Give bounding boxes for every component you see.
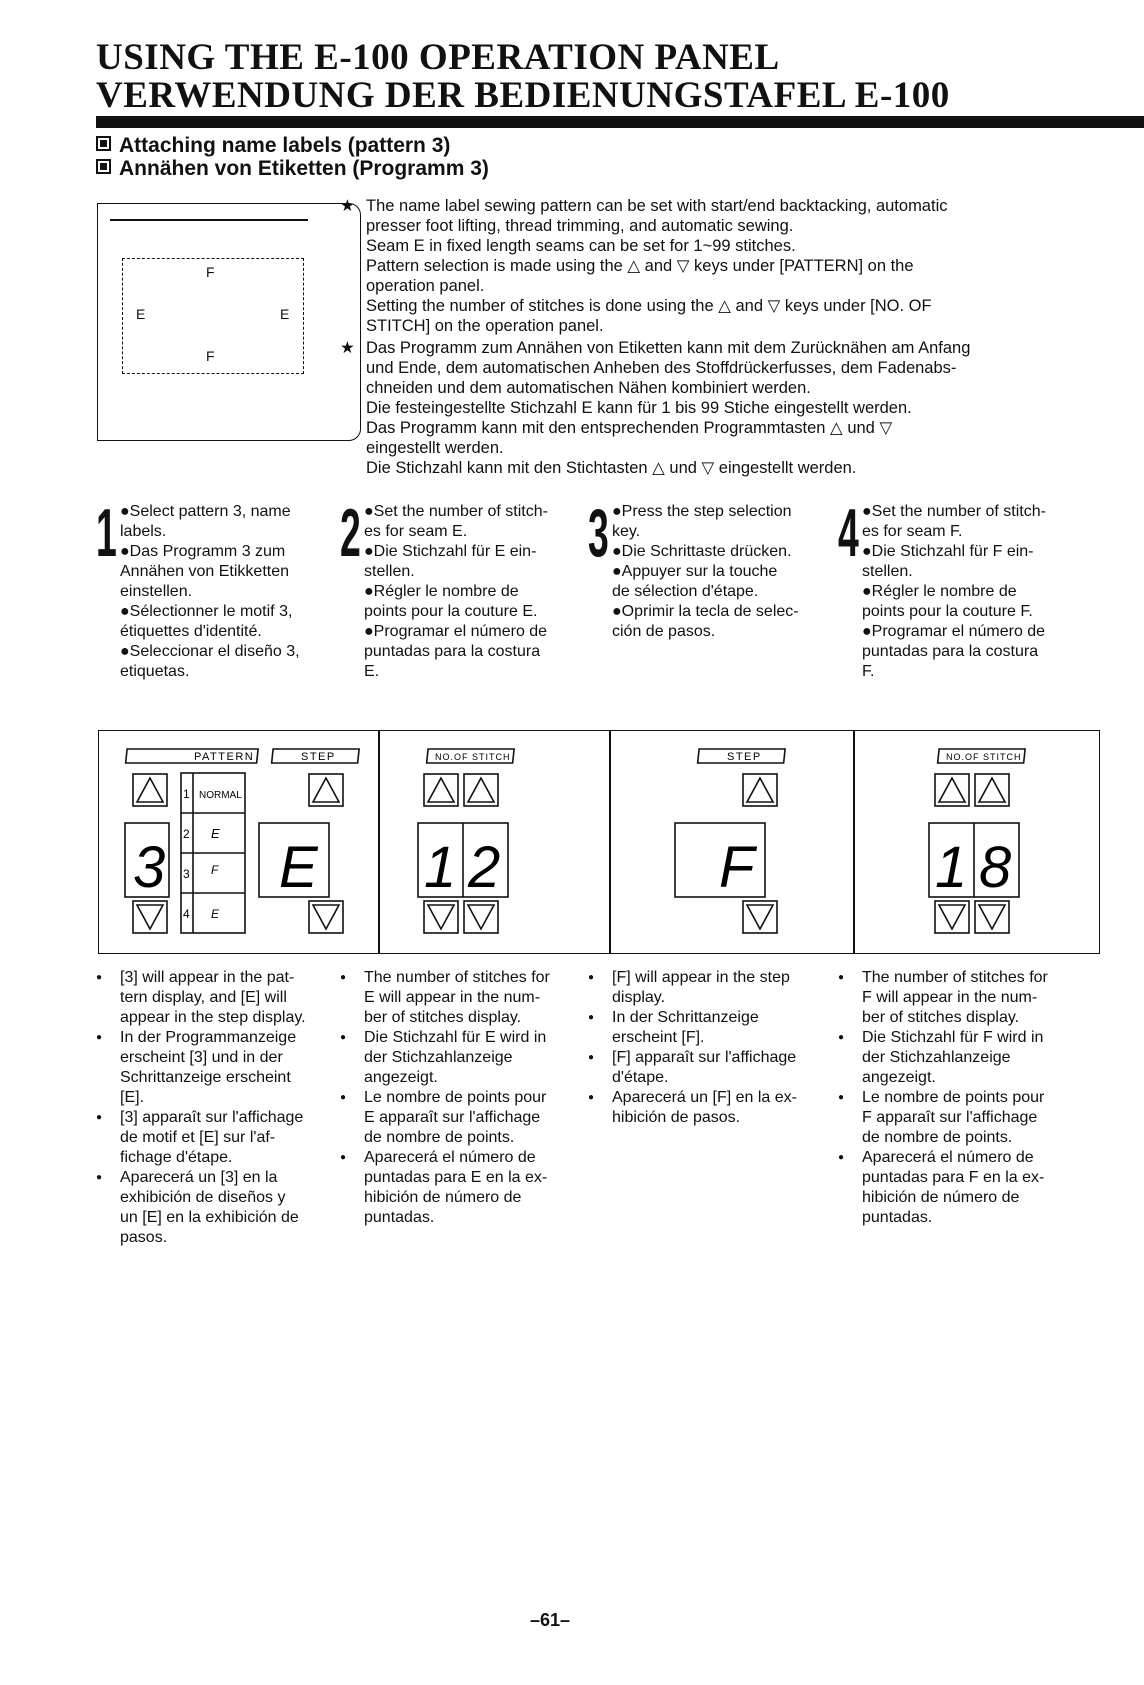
result-line: der Stichzahlanzeige	[862, 1049, 1011, 1066]
step-line: etiquetas.	[120, 663, 190, 680]
notes-en	[340, 196, 1086, 336]
result-line: ber of stitches display.	[364, 1009, 522, 1026]
result-line: exhibición de diseños y	[120, 1189, 286, 1206]
list-num-3: 3	[183, 867, 190, 881]
section-heading-en	[96, 134, 450, 158]
diagram-label-bottom: F	[206, 348, 215, 364]
result-line: ● Aparecerá un [3] en la	[120, 1169, 278, 1186]
results-column-4	[838, 968, 1084, 1228]
result-line: ● The number of stitches for	[364, 969, 550, 986]
nostitch-key-label-4: NO.OF STITCH	[946, 752, 1022, 762]
stitch-digit-tens-4: 1	[935, 835, 968, 900]
list-e-label-2: E	[211, 907, 220, 921]
results-column-2	[340, 968, 586, 1228]
result-line: angezeigt.	[862, 1069, 936, 1086]
note-line: Das Programm zum Annähen von Etiketten kann mit dem Zurücknähen am Anfang	[366, 339, 971, 357]
result-line: E apparaît sur l'affichage	[364, 1109, 541, 1126]
operation-panel-diagrams	[98, 730, 1100, 954]
note-line: Setting the number of stitches is done using the △ and ▽ keys under [NO. OF	[366, 297, 932, 315]
result-line: ● [3] apparaît sur l'affichage	[120, 1109, 304, 1126]
result-line: F will appear in the num-	[862, 989, 1038, 1006]
diagram-label-right: E	[280, 306, 290, 322]
note-line: Pattern selection is made using the △ and ▽ keys under [PATTERN] on the	[366, 257, 914, 275]
pattern-key-label: PATTERN	[194, 751, 255, 763]
section-heading-de-text: Annähen von Etiketten (Programm 3)	[119, 157, 489, 180]
step-key-label: STEP	[301, 751, 336, 763]
result-bullet	[838, 1088, 1084, 1148]
result-line: pasos.	[120, 1229, 168, 1246]
result-bullet	[96, 1028, 342, 1108]
square-bullet-icon	[96, 136, 111, 151]
note-line: Seam E in fixed length seams can be set for 1~99 stitches.	[366, 237, 796, 255]
result-bullet	[838, 1148, 1084, 1228]
notes-de	[340, 338, 1086, 478]
note-line: eingestellt werden.	[366, 439, 504, 457]
result-line: erscheint [F].	[612, 1029, 705, 1046]
result-line: un [E] en la exhibición de	[120, 1209, 299, 1226]
step-display-digit-f: F	[719, 835, 755, 900]
step-line: es for seam E.	[364, 523, 468, 540]
result-line: angezeigt.	[364, 1069, 438, 1086]
diagram-label-left: E	[136, 306, 146, 322]
result-line: ● In der Programmanzeige	[120, 1029, 297, 1046]
result-line: de nombre de points.	[364, 1129, 515, 1146]
result-line: E will appear in the num-	[364, 989, 541, 1006]
panel-1	[99, 731, 378, 953]
pattern-display-digit: 3	[133, 835, 166, 900]
step-display-digit: E	[279, 835, 318, 900]
note-line: The name label sewing pattern can be set with start/end backtacking, automatic	[366, 197, 948, 215]
result-line: F apparaît sur l'affichage	[862, 1109, 1038, 1126]
step-2-number: 2	[340, 495, 361, 571]
section-heading-en-text: Attaching name labels (pattern 3)	[119, 134, 451, 157]
stitch-digit-ones: 2	[468, 835, 501, 900]
result-line: ● Die Stichzahl für E wird in	[364, 1029, 547, 1046]
result-line: puntadas.	[862, 1209, 933, 1226]
step-line: stellen.	[862, 563, 913, 580]
step-line: einstellen.	[120, 583, 193, 600]
star-icon: ★	[340, 197, 355, 215]
result-line: ● Die Stichzahl für F wird in	[862, 1029, 1044, 1046]
result-bullet	[340, 1148, 586, 1228]
step-line: ●Régler le nombre de	[862, 583, 1017, 600]
step-line: points pour la couture E.	[364, 603, 538, 620]
step-2-text	[364, 502, 594, 682]
result-bullet	[96, 1168, 342, 1248]
result-line: de nombre de points.	[862, 1129, 1013, 1146]
step-3-number: 3	[588, 495, 609, 571]
result-line: fichage d'étape.	[120, 1149, 233, 1166]
result-line: erscheint [3] und in der	[120, 1049, 283, 1066]
result-line: ● [F] apparaît sur l'affichage	[612, 1049, 797, 1066]
result-line: ● [3] will appear in the pat-	[120, 969, 295, 986]
label-diagram	[97, 203, 361, 441]
step-line: ●Oprimir la tecla de selec-	[612, 603, 799, 620]
result-line: hibición de número de	[364, 1189, 522, 1206]
step-line: ●Die Stichzahl für E ein-	[364, 543, 537, 560]
step-line: puntadas para la costura	[364, 643, 541, 660]
list-num-4: 4	[183, 907, 190, 921]
step-key-label-3: STEP	[727, 751, 762, 763]
result-bullet	[838, 968, 1084, 1028]
result-bullet	[96, 1108, 342, 1168]
step-line: de sélection d'étape.	[612, 583, 759, 600]
stitch-digit-ones-4: 8	[979, 835, 1012, 900]
step-line: ●Régler le nombre de	[364, 583, 519, 600]
list-f-label: F	[211, 863, 219, 877]
result-line: hibición de número de	[862, 1189, 1020, 1206]
diagram-line	[110, 219, 308, 221]
title-rule	[96, 116, 1144, 128]
result-line: Schrittanzeige erscheint	[120, 1069, 291, 1086]
results-column-3	[588, 968, 834, 1128]
page-title-de: VERWENDUNG DER BEDIENUNGSTAFEL E-100	[96, 75, 950, 116]
result-line: d'étape.	[612, 1069, 669, 1086]
step-line: stellen.	[364, 563, 415, 580]
page-number: –61–	[530, 1610, 571, 1630]
result-bullet	[340, 1028, 586, 1088]
step-1-number: 1	[96, 495, 117, 571]
result-bullet	[340, 1088, 586, 1148]
list-num-1: 1	[183, 787, 190, 801]
step-line: key.	[612, 523, 641, 540]
result-line: appear in the step display.	[120, 1009, 306, 1026]
step-line: ●Sélectionner le motif 3,	[120, 603, 293, 620]
result-line: hibición de pasos.	[612, 1109, 741, 1126]
result-line: puntadas para E en la ex-	[364, 1169, 548, 1186]
step-line: ●Press the step selection	[612, 503, 792, 520]
result-line: ● In der Schrittanzeige	[612, 1009, 759, 1026]
panel-3	[611, 731, 853, 953]
step-line: ●Die Schrittaste drücken.	[612, 543, 792, 560]
result-bullet	[588, 1008, 834, 1048]
normal-label: NORMAL	[199, 790, 242, 801]
step-line: Annähen von Etikketten	[120, 563, 290, 580]
note-line: Die festeingestellte Stichzahl E kann für 1 bis 99 Stiche eingestellt werden.	[366, 399, 912, 417]
step-line: ●Set the number of stitch-	[364, 503, 548, 520]
step-line: ●Set the number of stitch-	[862, 503, 1046, 520]
step-3-text	[612, 502, 842, 642]
stitch-digit-tens: 1	[424, 835, 457, 900]
step-line: ción de pasos.	[612, 623, 716, 640]
square-bullet-icon	[96, 159, 111, 174]
result-line: der Stichzahlanzeige	[364, 1049, 513, 1066]
result-bullet	[340, 968, 586, 1028]
result-bullet	[96, 968, 342, 1028]
result-bullet	[838, 1028, 1084, 1088]
step-line: labels.	[120, 523, 167, 540]
panel-4	[855, 731, 1099, 953]
result-bullet	[588, 1048, 834, 1088]
result-line: puntadas.	[364, 1209, 435, 1226]
result-line: puntadas para F en la ex-	[862, 1169, 1045, 1186]
step-4-number: 4	[838, 495, 859, 571]
step-line: ●Programar el número de	[862, 623, 1046, 640]
step-line: ●Das Programm 3 zum	[120, 543, 286, 560]
result-line: ● Aparecerá un [F] en la ex-	[612, 1089, 797, 1106]
note-line: presser foot lifting, thread trimming, and automatic sewing.	[366, 217, 794, 235]
list-num-2: 2	[183, 827, 190, 841]
result-bullet	[588, 968, 834, 1008]
note-line: Das Programm kann mit den entsprechenden Programmtasten △ und ▽	[366, 419, 893, 437]
result-line: ● The number of stitches for	[862, 969, 1048, 986]
step-line: E.	[364, 663, 380, 680]
step-line: ●Die Stichzahl für F ein-	[862, 543, 1034, 560]
result-bullet	[588, 1088, 834, 1128]
result-line: ● Le nombre de points pour	[364, 1089, 547, 1106]
step-4-text	[862, 502, 1092, 682]
note-line: chneiden und dem automatischen Nähen kombiniert werden.	[366, 379, 811, 397]
step-line: ●Select pattern 3, name	[120, 503, 291, 520]
result-line: ● Le nombre de points pour	[862, 1089, 1045, 1106]
result-line: [E].	[120, 1089, 145, 1106]
nostitch-key-label: NO.OF STITCH	[435, 752, 511, 762]
step-line: puntadas para la costura	[862, 643, 1039, 660]
diagram-label-top: F	[206, 264, 215, 280]
result-line: ● [F] will appear in the step	[612, 969, 790, 986]
step-line: es for seam F.	[862, 523, 963, 540]
result-line: tern display, and [E] will	[120, 989, 287, 1006]
result-line: display.	[612, 989, 666, 1006]
result-line: ber of stitches display.	[862, 1009, 1020, 1026]
step-line: points pour la couture F.	[862, 603, 1033, 620]
step-1-text	[120, 502, 350, 682]
result-line: ● Aparecerá el número de	[862, 1149, 1034, 1166]
note-line: Die Stichzahl kann mit den Stichtasten △ und ▽ eingestellt werden.	[366, 459, 857, 477]
step-line: ●Seleccionar el diseño 3,	[120, 643, 300, 660]
note-line: und Ende, dem automatischen Anheben des Stoffdrückerfusses, dem Fadenabs-	[366, 359, 957, 377]
list-e-label: E	[211, 826, 220, 841]
result-line: ● Aparecerá el número de	[364, 1149, 536, 1166]
note-line: operation panel.	[366, 277, 485, 295]
step-line: F.	[862, 663, 875, 680]
step-line: ●Programar el número de	[364, 623, 548, 640]
star-icon: ★	[340, 339, 355, 357]
note-line: STITCH] on the operation panel.	[366, 317, 604, 335]
step-line: étiquettes d'identité.	[120, 623, 262, 640]
step-line: ●Appuyer sur la touche	[612, 563, 778, 580]
section-heading-de	[96, 157, 489, 181]
result-line: de motif et [E] sur l'af-	[120, 1129, 276, 1146]
page-title-en: USING THE E-100 OPERATION PANEL	[96, 37, 780, 78]
results-column-1	[96, 968, 342, 1248]
panel-2	[380, 731, 609, 953]
